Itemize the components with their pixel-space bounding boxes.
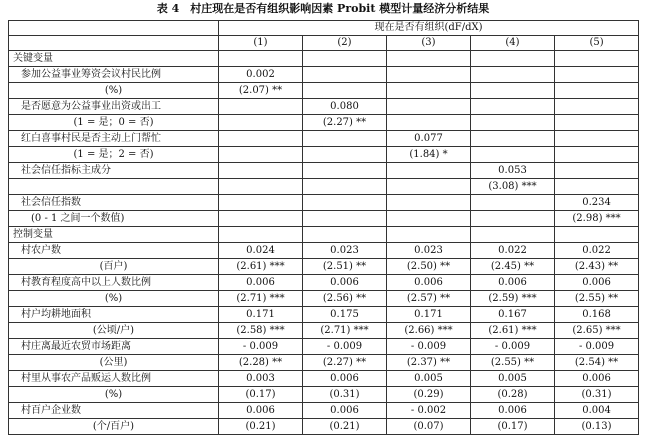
value-cell: - 0.009	[387, 339, 471, 355]
value-cell	[219, 195, 303, 211]
value-cell	[387, 195, 471, 211]
value-cell	[387, 163, 471, 179]
value-cell	[387, 211, 471, 227]
column-header: (5)	[555, 36, 639, 51]
value-cell: 0.006	[555, 275, 639, 291]
row-label: (公里)	[9, 355, 219, 371]
value-cell	[555, 227, 639, 243]
value-cell	[471, 131, 555, 147]
value-cell: 0.077	[387, 131, 471, 147]
value-cell	[471, 83, 555, 99]
row-label: 社会信任指数	[9, 195, 219, 211]
table-row	[9, 99, 639, 115]
value-cell: (2.54) **	[555, 355, 639, 371]
value-cell: 0.006	[471, 275, 555, 291]
value-cell	[471, 195, 555, 211]
value-cell: 0.006	[471, 403, 555, 419]
row-label: 村教育程度高中以上人数比例	[9, 275, 219, 291]
value-cell: (2.37) **	[387, 355, 471, 371]
value-cell: (2.57) **	[387, 291, 471, 307]
value-cell	[219, 147, 303, 163]
value-cell: 0.002	[219, 67, 303, 83]
value-cell: 0.004	[555, 403, 639, 419]
value-cell: - 0.009	[471, 339, 555, 355]
value-cell	[555, 99, 639, 115]
value-cell: 0.234	[555, 195, 639, 211]
value-cell: (0.31)	[555, 387, 639, 403]
row-label: (个/百户)	[9, 419, 219, 435]
value-cell: 0.006	[303, 403, 387, 419]
value-cell: (2.66) ***	[387, 323, 471, 339]
value-cell	[219, 179, 303, 195]
value-cell	[303, 83, 387, 99]
value-cell: (2.07) **	[219, 83, 303, 99]
value-cell	[555, 67, 639, 83]
value-cell	[219, 131, 303, 147]
row-label: 村里从事农产品贩运人数比例	[9, 371, 219, 387]
table-row	[9, 179, 639, 195]
value-cell	[303, 67, 387, 83]
header-group-label: 现在是否有组织(dF/dX)	[219, 21, 639, 36]
value-cell	[219, 99, 303, 115]
value-cell: (2.65) ***	[555, 323, 639, 339]
value-cell: (2.98) ***	[555, 211, 639, 227]
row-label: (1 = 是；0 = 否)	[9, 115, 219, 131]
value-cell: (2.28) **	[219, 355, 303, 371]
column-header: (4)	[471, 36, 555, 51]
value-cell	[471, 51, 555, 67]
column-header: (3)	[387, 36, 471, 51]
table-row	[9, 195, 639, 211]
header-row-columns	[9, 36, 639, 51]
value-cell	[387, 83, 471, 99]
value-cell: (2.61) ***	[471, 323, 555, 339]
value-cell	[471, 99, 555, 115]
column-header: (2)	[303, 36, 387, 51]
table-row	[9, 291, 639, 307]
table-row	[9, 307, 639, 323]
header-row-group	[9, 21, 639, 36]
value-cell: 0.171	[387, 307, 471, 323]
table-row	[9, 403, 639, 419]
value-cell: (2.27) **	[303, 115, 387, 131]
value-cell: 0.005	[471, 371, 555, 387]
table-row	[9, 147, 639, 163]
value-cell	[303, 163, 387, 179]
value-cell: (2.55) **	[471, 355, 555, 371]
table-row	[9, 371, 639, 387]
value-cell: 0.006	[219, 403, 303, 419]
value-cell: (0.29)	[387, 387, 471, 403]
value-cell: 0.006	[387, 275, 471, 291]
value-cell: (2.45) **	[471, 259, 555, 275]
value-cell: (0.28)	[471, 387, 555, 403]
table-row	[9, 51, 639, 67]
row-label: (0 - 1 之间一个数值)	[9, 211, 219, 227]
value-cell: 0.024	[219, 243, 303, 259]
table-row	[9, 67, 639, 83]
value-cell: - 0.002	[387, 403, 471, 419]
value-cell	[219, 227, 303, 243]
value-cell: (0.21)	[219, 419, 303, 435]
table-row	[9, 83, 639, 99]
value-cell	[303, 131, 387, 147]
row-label: (1 = 是；2 = 否)	[9, 147, 219, 163]
row-label: 参加公益事业筹资会议村民比例	[9, 67, 219, 83]
row-label: 村农户数	[9, 243, 219, 259]
header-corner-cell	[9, 21, 219, 36]
table-row	[9, 227, 639, 243]
value-cell: (2.71) ***	[303, 323, 387, 339]
value-cell	[303, 51, 387, 67]
value-cell	[303, 195, 387, 211]
value-cell	[387, 51, 471, 67]
results-table	[8, 20, 639, 435]
value-cell	[555, 131, 639, 147]
value-cell: (2.59) ***	[471, 291, 555, 307]
value-cell: (0.31)	[303, 387, 387, 403]
value-cell	[555, 147, 639, 163]
value-cell	[387, 115, 471, 131]
value-cell: (2.51) **	[303, 259, 387, 275]
value-cell	[555, 51, 639, 67]
value-cell: (3.08) ***	[471, 179, 555, 195]
row-label: 村庄离最近农贸市场距离	[9, 339, 219, 355]
table-row	[9, 211, 639, 227]
value-cell	[471, 147, 555, 163]
row-label: 村百户企业数	[9, 403, 219, 419]
row-label: (%)	[9, 387, 219, 403]
table-caption: 表 4 村庄现在是否有组织影响因素 Probit 模型计量经济分析结果	[156, 2, 490, 15]
value-cell	[303, 147, 387, 163]
value-cell: (0.17)	[471, 419, 555, 435]
value-cell: (2.50) **	[387, 259, 471, 275]
value-cell: 0.167	[471, 307, 555, 323]
table-row	[9, 243, 639, 259]
row-label: (百户)	[9, 259, 219, 275]
value-cell	[387, 179, 471, 195]
value-cell: (2.43) **	[555, 259, 639, 275]
value-cell: (0.07)	[387, 419, 471, 435]
value-cell: (2.56) **	[303, 291, 387, 307]
value-cell: (0.13)	[555, 419, 639, 435]
value-cell: 0.005	[387, 371, 471, 387]
value-cell	[471, 211, 555, 227]
value-cell: 0.022	[555, 243, 639, 259]
table-row	[9, 275, 639, 291]
table-row	[9, 339, 639, 355]
row-label	[9, 179, 219, 195]
value-cell	[555, 179, 639, 195]
value-cell	[555, 83, 639, 99]
value-cell: (0.17)	[219, 387, 303, 403]
row-label: 社会信任指标主成分	[9, 163, 219, 179]
value-cell: 0.023	[387, 243, 471, 259]
value-cell	[303, 179, 387, 195]
value-cell	[387, 227, 471, 243]
header-corner-cell	[9, 36, 219, 51]
row-label: 红白喜事村民是否主动上门帮忙	[9, 131, 219, 147]
value-cell: 0.175	[303, 307, 387, 323]
value-cell: 0.003	[219, 371, 303, 387]
value-cell	[471, 67, 555, 83]
table-row	[9, 115, 639, 131]
value-cell: 0.171	[219, 307, 303, 323]
table-row	[9, 323, 639, 339]
value-cell	[303, 211, 387, 227]
value-cell: - 0.009	[303, 339, 387, 355]
value-cell: 0.053	[471, 163, 555, 179]
value-cell	[555, 163, 639, 179]
value-cell: 0.080	[303, 99, 387, 115]
value-cell: 0.006	[303, 371, 387, 387]
table-row	[9, 259, 639, 275]
value-cell: - 0.009	[555, 339, 639, 355]
value-cell: (2.58) ***	[219, 323, 303, 339]
table-row	[9, 419, 639, 435]
row-label: (公顷/户)	[9, 323, 219, 339]
value-cell: (0.21)	[303, 419, 387, 435]
value-cell	[387, 99, 471, 115]
value-cell	[219, 51, 303, 67]
value-cell: 0.022	[471, 243, 555, 259]
value-cell	[219, 163, 303, 179]
row-label: (%)	[9, 291, 219, 307]
value-cell: 0.023	[303, 243, 387, 259]
row-label: 是否愿意为公益事业出资或出工	[9, 99, 219, 115]
value-cell: 0.006	[219, 275, 303, 291]
value-cell: (1.84) *	[387, 147, 471, 163]
table-row	[9, 355, 639, 371]
table-row	[9, 387, 639, 403]
value-cell: 0.006	[303, 275, 387, 291]
value-cell	[555, 115, 639, 131]
value-cell	[387, 67, 471, 83]
value-cell: (2.55) **	[555, 291, 639, 307]
value-cell: 0.168	[555, 307, 639, 323]
row-label: 关键变量	[9, 51, 219, 67]
value-cell: (2.61) ***	[219, 259, 303, 275]
row-label: 村户均耕地面积	[9, 307, 219, 323]
value-cell	[219, 211, 303, 227]
row-label: 控制变量	[9, 227, 219, 243]
table-row	[9, 163, 639, 179]
value-cell	[219, 115, 303, 131]
value-cell	[471, 115, 555, 131]
value-cell: 0.006	[555, 371, 639, 387]
value-cell	[303, 227, 387, 243]
table-row	[9, 131, 639, 147]
value-cell	[471, 227, 555, 243]
value-cell: (2.27) **	[303, 355, 387, 371]
row-label: (%)	[9, 83, 219, 99]
value-cell: (2.71) ***	[219, 291, 303, 307]
column-header: (1)	[219, 36, 303, 51]
value-cell: - 0.009	[219, 339, 303, 355]
